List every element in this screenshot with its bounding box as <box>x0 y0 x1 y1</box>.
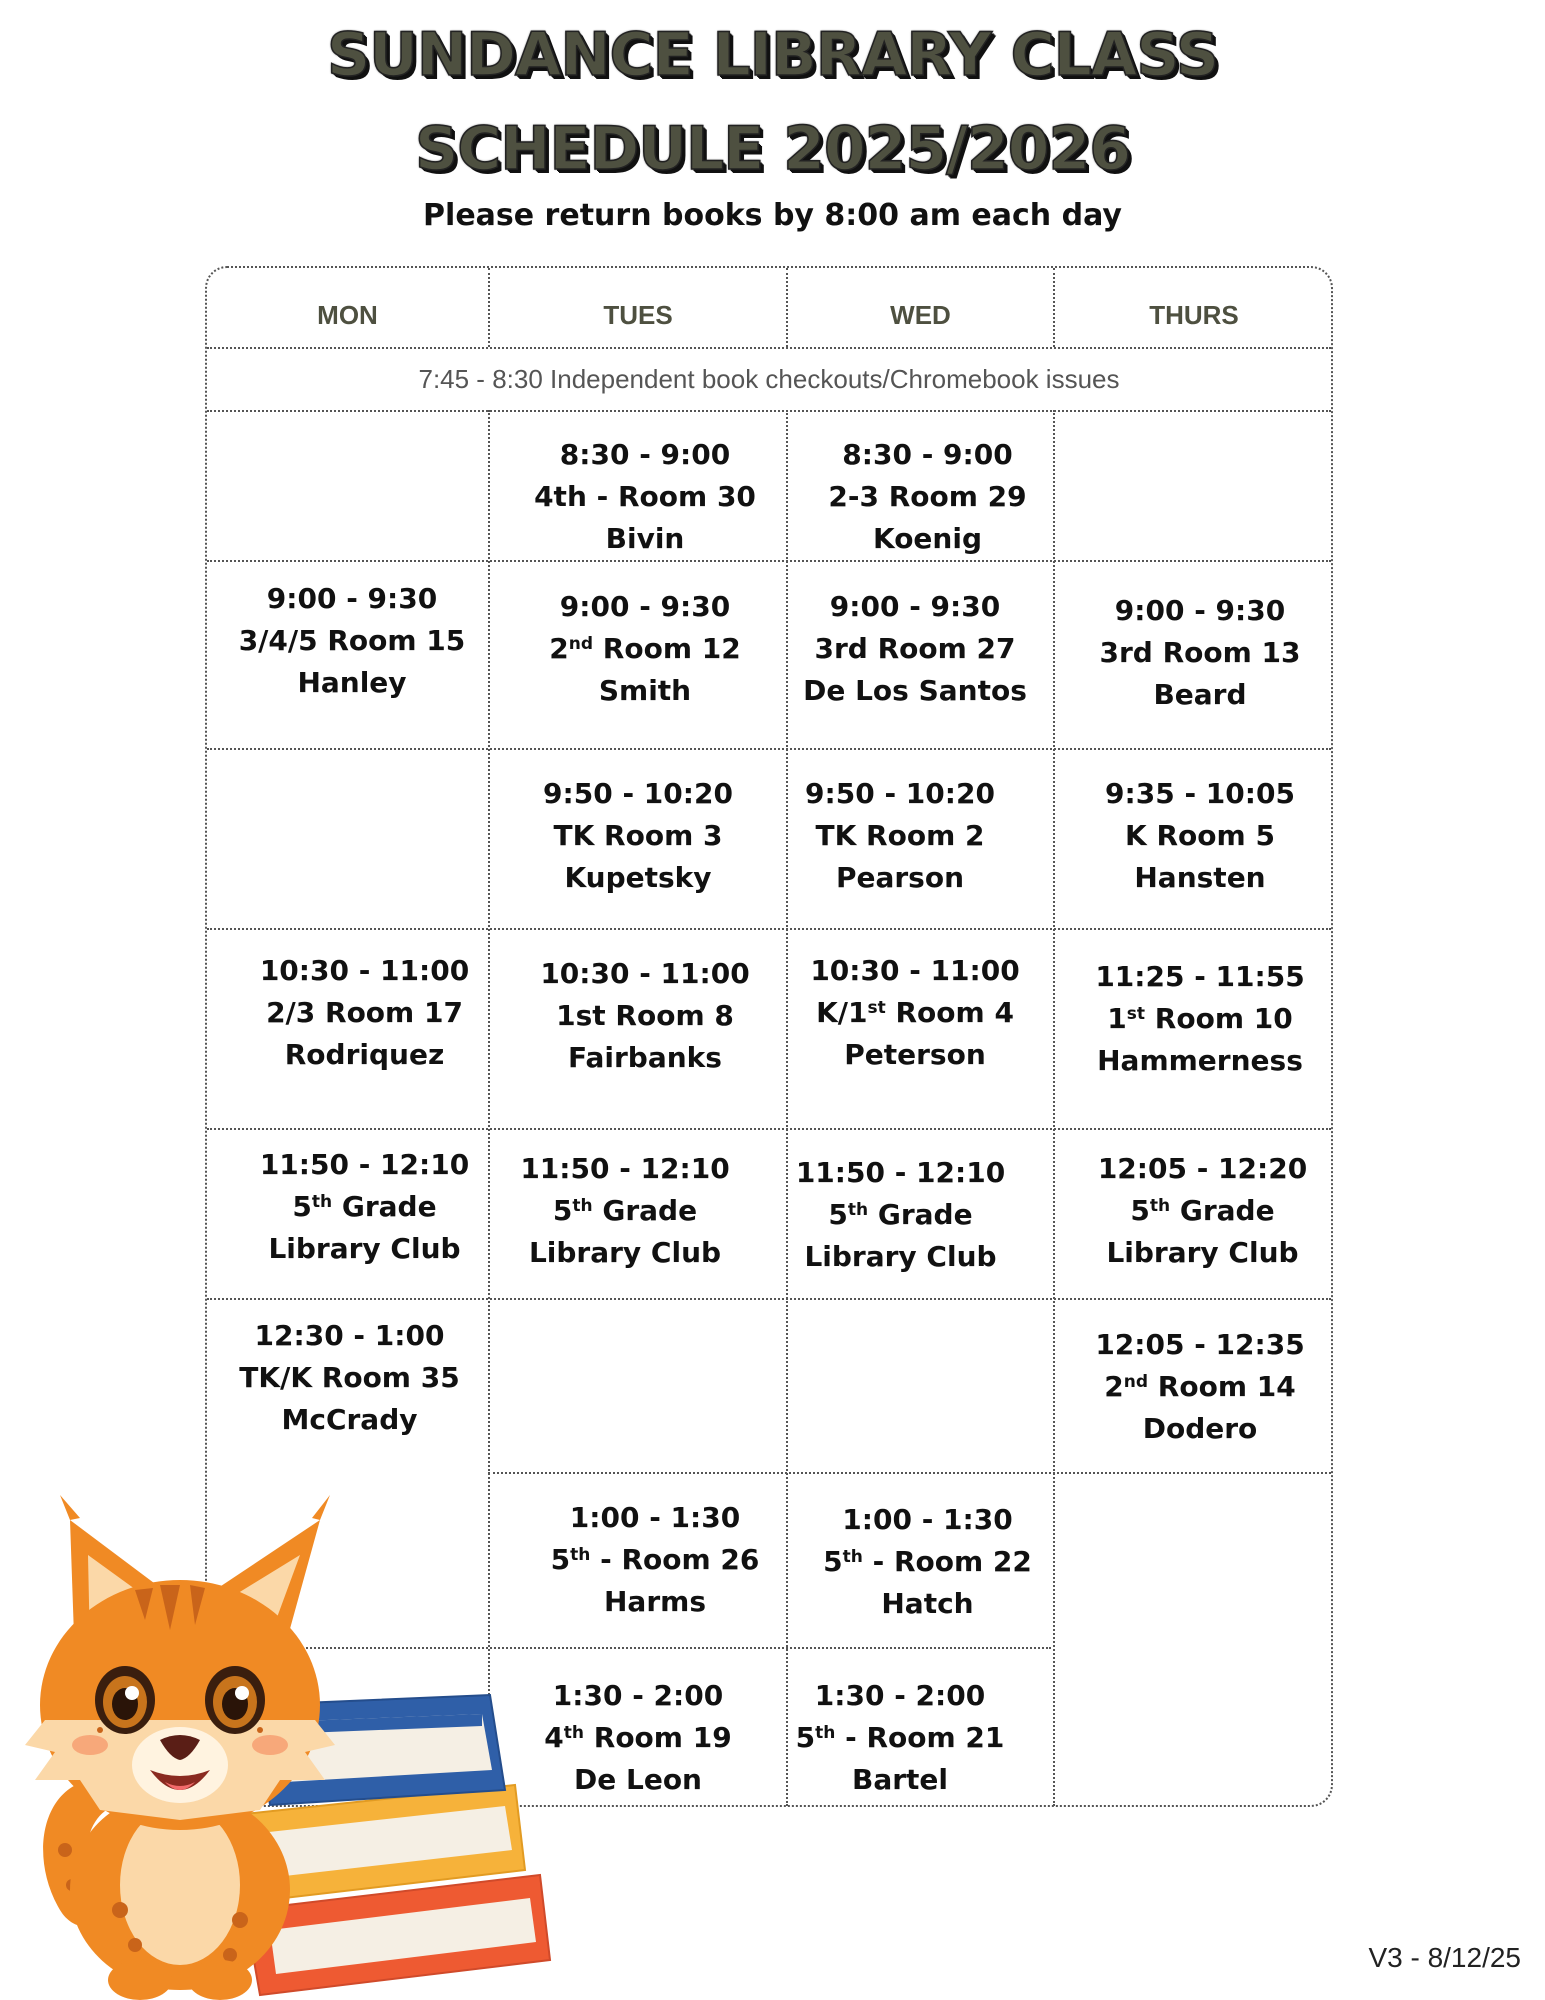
session-mon-1030 <box>222 950 507 1076</box>
session-time: 1:00 - 1:30 <box>569 1501 741 1534</box>
session-tue-1030 <box>500 953 790 1079</box>
session-class: 2nd Room 12 <box>549 632 741 665</box>
day-header-thurs: THURS <box>1149 300 1239 330</box>
session-teacher: Kupetsky <box>564 861 712 894</box>
session-time: 12:05 - 12:35 <box>1095 1328 1305 1361</box>
session-time: 11:50 - 12:10 <box>795 1156 1006 1189</box>
day-header-wed: WED <box>890 300 951 330</box>
session-class: TK Room 2 <box>815 819 985 852</box>
session-teacher: McCrady <box>281 1403 418 1436</box>
bobcat-mascot-icon <box>20 1490 560 2000</box>
session-tue-900 <box>500 586 790 712</box>
session-class: 5th Grade <box>1130 1194 1275 1227</box>
row-divider <box>207 1128 1331 1130</box>
session-class: 4th Room 19 <box>544 1721 732 1754</box>
session-teacher: Dodero <box>1142 1412 1258 1445</box>
session-teacher: Library Club <box>1106 1236 1299 1269</box>
row-divider <box>207 347 1331 349</box>
session-tue-830 <box>500 434 790 560</box>
row-divider <box>207 1298 1331 1300</box>
page-subtitle: Please return books by 8:00 am each day <box>423 198 1122 233</box>
session-wed-130 <box>770 1675 1030 1801</box>
session-class: TK Room 3 <box>553 819 723 852</box>
session-time: 1:30 - 2:00 <box>552 1679 724 1712</box>
session-wed-1030 <box>775 950 1055 1076</box>
page-title-line-2: SCHEDULE 2025/2026 <box>415 114 1130 184</box>
session-mon-1230 <box>207 1315 492 1441</box>
session-thu-1205 <box>1060 1148 1345 1274</box>
row-divider <box>207 748 1331 750</box>
session-thu-1125 <box>1060 956 1340 1082</box>
session-wed-1150 <box>768 1152 1033 1278</box>
day-header-tues: TUES <box>603 300 673 330</box>
session-wed-830 <box>790 434 1065 560</box>
session-time: 1:00 - 1:30 <box>842 1503 1013 1536</box>
session-class: 1st Room 8 <box>556 999 734 1032</box>
row-divider <box>488 1472 1331 1474</box>
session-teacher: De Leon <box>574 1763 702 1796</box>
session-class: 4th - Room 30 <box>534 480 756 513</box>
session-teacher: Bivin <box>605 522 685 555</box>
session-wed-100 <box>790 1499 1065 1625</box>
session-teacher: Hansten <box>1134 861 1266 894</box>
session-time: 9:35 - 10:05 <box>1105 777 1295 810</box>
session-teacher: Koenig <box>872 522 982 555</box>
session-class: 2/3 Room 17 <box>266 996 463 1029</box>
session-time: 10:30 - 11:00 <box>810 954 1020 987</box>
session-class: 5th - Room 22 <box>823 1545 1032 1578</box>
version-label: V3 - 8/12/25 <box>1368 1942 1521 1973</box>
session-teacher: Rodriquez <box>284 1038 445 1071</box>
session-teacher: Fairbanks <box>568 1041 722 1074</box>
session-teacher: Library Club <box>528 1236 722 1269</box>
session-class: K Room 5 <box>1125 819 1275 852</box>
session-teacher: Harms <box>604 1585 706 1618</box>
session-time: 10:30 - 11:00 <box>540 957 750 990</box>
session-mon-900 <box>207 578 497 704</box>
row-divider <box>207 560 1331 562</box>
session-class: 5th - Room 26 <box>550 1543 760 1576</box>
session-class: 5th - Room 21 <box>795 1721 1005 1754</box>
session-time: 1:30 - 2:00 <box>814 1679 986 1712</box>
session-class: 2-3 Room 29 <box>828 480 1027 513</box>
row-divider <box>207 928 1331 930</box>
session-class: 3rd Room 13 <box>1099 636 1301 669</box>
row-divider <box>207 410 1331 412</box>
session-time: 12:05 - 12:20 <box>1097 1152 1308 1185</box>
session-teacher: Hanley <box>297 666 407 699</box>
session-class: 5th Grade <box>292 1190 437 1223</box>
checkout-banner: 7:45 - 8:30 Independent book checkouts/Chromebook issues <box>418 364 1120 394</box>
session-class: 5th Grade <box>828 1198 973 1231</box>
session-thu-900 <box>1060 590 1340 716</box>
session-class: 5th Grade <box>552 1194 698 1227</box>
session-class: 3rd Room 27 <box>814 632 1016 665</box>
session-tue-950 <box>490 773 786 899</box>
session-time: 9:00 - 9:30 <box>829 590 1001 623</box>
session-teacher: Library Club <box>804 1240 997 1273</box>
session-class: 1st Room 10 <box>1107 1002 1293 1035</box>
session-teacher: Pearson <box>835 861 965 894</box>
session-time: 9:00 - 9:30 <box>559 590 731 623</box>
session-teacher: Hammerness <box>1097 1044 1303 1077</box>
session-time: 8:30 - 9:00 <box>559 438 731 471</box>
session-thu-1205b <box>1060 1324 1340 1450</box>
session-wed-900 <box>775 586 1055 712</box>
session-class: 2nd Room 14 <box>1104 1370 1296 1403</box>
session-wed-950 <box>770 773 1030 899</box>
session-teacher: Bartel <box>851 1763 949 1796</box>
session-teacher: Hatch <box>881 1587 974 1620</box>
session-time: 11:25 - 11:55 <box>1095 960 1305 993</box>
session-time: 9:00 - 9:30 <box>266 582 438 615</box>
session-teacher: De Los Santos <box>803 674 1027 707</box>
day-header-mon: MON <box>317 300 378 330</box>
session-teacher: Smith <box>598 674 692 707</box>
session-time: 9:00 - 9:30 <box>1114 594 1286 627</box>
session-tue-1150 <box>485 1148 765 1274</box>
session-thu-935 <box>1060 773 1340 899</box>
session-time: 10:30 - 11:00 <box>259 954 470 987</box>
session-time: 11:50 - 12:10 <box>259 1148 470 1181</box>
session-class: K/1st Room 4 <box>816 996 1014 1029</box>
session-mon-1150 <box>222 1144 507 1270</box>
session-teacher: Library Club <box>268 1232 461 1265</box>
session-time: 9:50 - 10:20 <box>805 777 995 810</box>
session-time: 9:50 - 10:20 <box>543 777 733 810</box>
page-title-line-1: SUNDANCE LIBRARY CLASS <box>326 20 1219 90</box>
session-time: 8:30 - 9:00 <box>842 438 1013 471</box>
session-time: 11:50 - 12:10 <box>520 1152 730 1185</box>
session-class: TK/K Room 35 <box>239 1361 460 1394</box>
session-teacher: Beard <box>1153 678 1247 711</box>
session-class: 3/4/5 Room 15 <box>238 624 466 657</box>
session-teacher: Peterson <box>844 1038 986 1071</box>
session-time: 12:30 - 1:00 <box>254 1319 445 1352</box>
